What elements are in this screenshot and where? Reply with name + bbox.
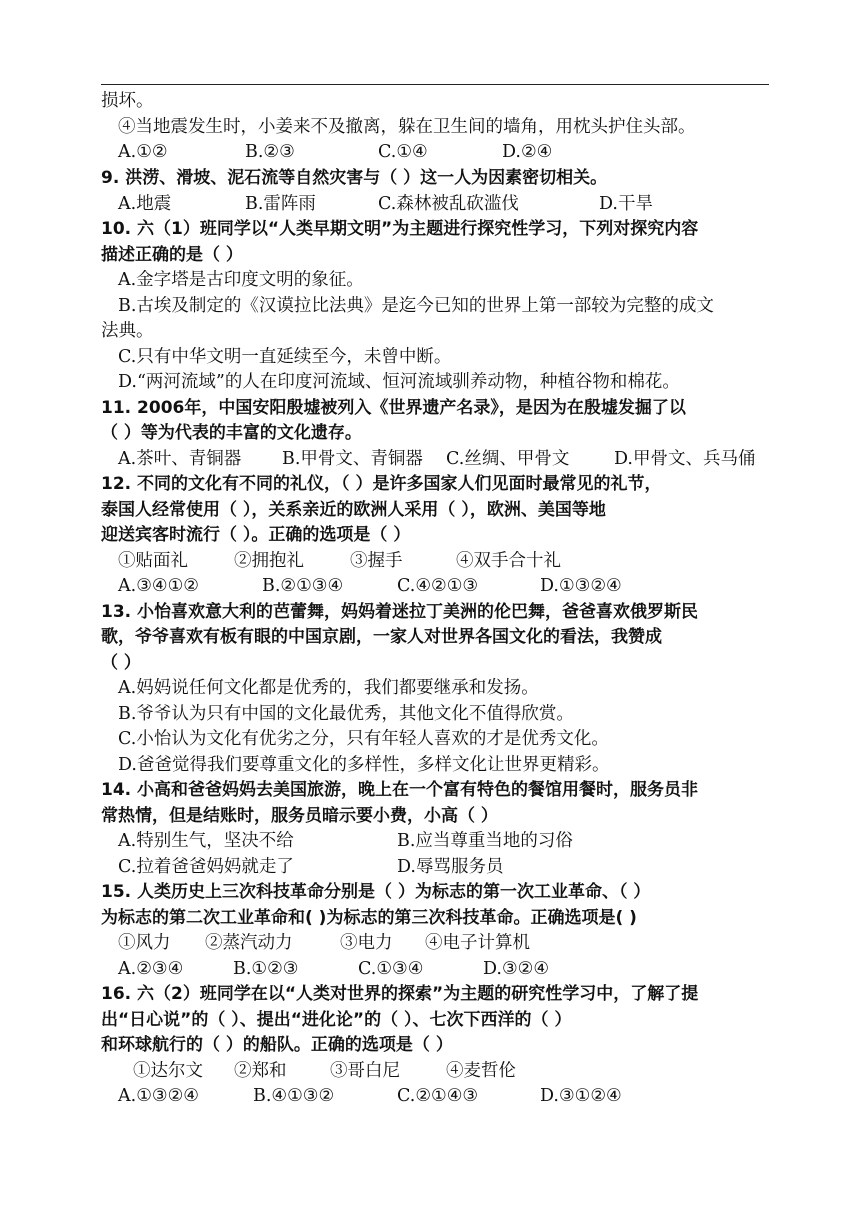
q9-option-d[interactable]: D.干旱 <box>599 194 653 214</box>
q16-option-d[interactable]: D.③①②④ <box>540 1086 622 1106</box>
question-12-line1: 12. 不同的文化有不同的礼仪，（ ）是许多国家人们见面时最常见的礼节， <box>101 474 662 494</box>
question-10-line2: 描述正确的是（ ） <box>101 245 243 265</box>
q11-option-b[interactable]: B.甲骨文、青铜器 <box>282 449 423 469</box>
question-12-line3: 迎送宾客时流行（ ）。正确的选项是（ ） <box>101 525 411 545</box>
question-13-line3: （ ） <box>101 653 141 673</box>
question-10-line1: 10. 六（1）班同学以“人类早期文明”为主题进行探究性学习，下列对探究内容 <box>101 219 699 239</box>
q12-item-2: ②拥抱礼 <box>234 551 304 571</box>
q14-option-d[interactable]: D.辱骂服务员 <box>397 857 504 877</box>
q11-option-d[interactable]: D.甲骨文、兵马俑 <box>614 449 756 469</box>
question-12-line2: 泰国人经常使用（ ），关系亲近的欧洲人采用（ ），欧洲、美国等地 <box>101 500 606 520</box>
question-13-line1: 13. 小怡喜欢意大利的芭蕾舞，妈妈着迷拉丁美洲的伦巴舞，爸爸喜欢俄罗斯民 <box>101 602 699 622</box>
statement-4: ④当地震发生时，小姜来不及撤离，躲在卫生间的墙角，用枕头护住头部。 <box>118 117 696 137</box>
q10-option-a[interactable]: A.金字塔是古印度文明的象征。 <box>118 270 364 290</box>
q8-option-c[interactable]: C.①④ <box>378 142 428 162</box>
q9-option-b[interactable]: B.雷阵雨 <box>245 194 316 214</box>
q16-item-3: ③哥白尼 <box>330 1061 400 1081</box>
q12-item-3: ③握手 <box>350 551 403 571</box>
q8-option-b[interactable]: B.②③ <box>245 142 295 162</box>
q16-item-2: ②郑和 <box>234 1061 287 1081</box>
q16-option-b[interactable]: B.④①③② <box>253 1086 335 1106</box>
q15-option-a[interactable]: A.②③④ <box>118 959 184 979</box>
q12-option-d[interactable]: D.①③②④ <box>540 576 622 596</box>
q15-item-1: ①风力 <box>118 933 171 953</box>
q11-option-c[interactable]: C.丝绸、甲骨文 <box>446 449 570 469</box>
q15-option-b[interactable]: B.①②③ <box>233 959 299 979</box>
q11-option-a[interactable]: A.茶叶、青铜器 <box>118 449 242 469</box>
continuation-text: 损坏。 <box>101 91 154 111</box>
q16-item-1: ①达尔文 <box>133 1061 203 1081</box>
question-11-line1: 11. 2006年，中国安阳殷墟被列入《世界遗产名录》，是因为在殷墟发掘了以 <box>101 398 686 418</box>
question-11-line2: （ ）等为代表的丰富的文化遗存。 <box>101 423 362 443</box>
question-14-line2: 常热情，但是结账时，服务员暗示要小费，小高（ ） <box>101 806 498 826</box>
q15-item-3: ③电力 <box>340 933 393 953</box>
q16-item-4: ④麦哲伦 <box>446 1061 516 1081</box>
q15-item-4: ④电子计算机 <box>425 933 530 953</box>
q8-option-a[interactable]: A.①② <box>118 142 168 162</box>
q12-item-1: ①贴面礼 <box>118 551 188 571</box>
q14-option-c[interactable]: C.拉着爸爸妈妈就走了 <box>118 857 294 877</box>
q15-item-2: ②蒸汽动力 <box>205 933 293 953</box>
q16-option-c[interactable]: C.②①④③ <box>397 1086 479 1106</box>
q14-option-a[interactable]: A.特别生气，坚决不给 <box>118 831 294 851</box>
q12-item-4: ④双手合十礼 <box>456 551 561 571</box>
q10-option-c[interactable]: C.只有中华文明一直延续至今，未曾中断。 <box>118 347 452 367</box>
q12-option-c[interactable]: C.④②①③ <box>397 576 479 596</box>
header-rule <box>101 84 769 85</box>
q15-option-d[interactable]: D.③②④ <box>483 959 550 979</box>
question-15-line2: 为标志的第二次工业革命和( )为标志的第三次科技革命。正确选项是( ) <box>101 908 637 928</box>
question-16-line3: 和环球航行的（ ）的船队。正确的选项是（ ） <box>101 1035 453 1055</box>
q13-option-d[interactable]: D.爸爸觉得我们要尊重文化的多样性，多样文化让世界更精彩。 <box>118 755 610 775</box>
question-16-line2: 出“日心说”的（ ）、提出“进化论”的（ ）、七次下西洋的（ ） <box>101 1010 572 1030</box>
q10-option-d[interactable]: D.“两河流域”的人在印度河流域、恒河流域驯养动物，种植谷物和棉花。 <box>118 372 680 392</box>
question-13-line2: 歌，爷爷喜欢有板有眼的中国京剧，一家人对世界各国文化的看法，我赞成 <box>101 627 662 647</box>
q10-option-b-line1[interactable]: B.古埃及制定的《汉谟拉比法典》是迄今已知的世界上第一部较为完整的成文 <box>118 296 714 316</box>
question-14-line1: 14. 小高和爸爸妈妈去美国旅游，晚上在一个富有特色的餐馆用餐时，服务员非 <box>101 780 699 800</box>
q13-option-b[interactable]: B.爷爷认为只有中国的文化最优秀，其他文化不值得欣赏。 <box>118 704 574 724</box>
q10-option-b-line2: 法典。 <box>101 321 154 341</box>
q9-option-a[interactable]: A.地震 <box>118 194 172 214</box>
q15-option-c[interactable]: C.①③④ <box>358 959 424 979</box>
q13-option-a[interactable]: A.妈妈说任何文化都是优秀的，我们都要继承和发扬。 <box>118 678 539 698</box>
question-9: 9. 洪涝、滑坡、泥石流等自然灾害与（ ）这一人为因素密切相关。 <box>101 168 608 188</box>
q12-option-b[interactable]: B.②①③④ <box>262 576 344 596</box>
q9-option-c[interactable]: C.森林被乱砍滥伐 <box>378 194 519 214</box>
q16-option-a[interactable]: A.①③②④ <box>118 1086 199 1106</box>
q12-option-a[interactable]: A.③④①② <box>118 576 199 596</box>
question-15-line1: 15. 人类历史上三次科技革命分别是（ ）为标志的第一次工业革命、（ ） <box>101 882 651 902</box>
q14-option-b[interactable]: B.应当尊重当地的习俗 <box>397 831 573 851</box>
q13-option-c[interactable]: C.小怡认为文化有优劣之分，只有年轻人喜欢的才是优秀文化。 <box>118 729 609 749</box>
q8-option-d[interactable]: D.②④ <box>502 142 553 162</box>
question-16-line1: 16. 六（2）班同学在以“人类对世界的探索”为主题的研究性学习中，了解了提 <box>101 984 699 1004</box>
